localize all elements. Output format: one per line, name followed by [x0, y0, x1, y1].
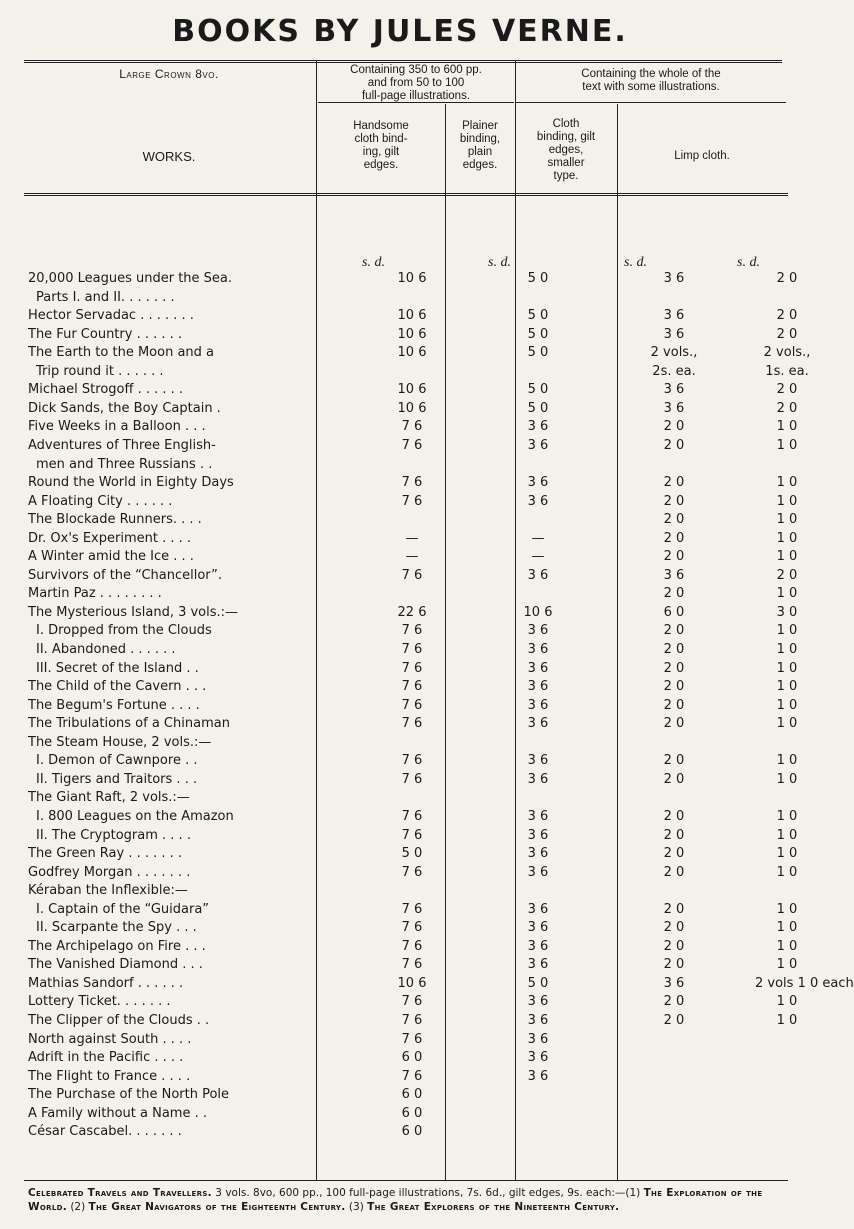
table-row: [28, 1013, 798, 1029]
group2-underline: [516, 102, 786, 103]
price-col2: 3 6: [527, 437, 549, 453]
table-row: [28, 660, 798, 677]
price-col3: 2 0: [663, 493, 685, 509]
price-col3: 2 0: [663, 697, 685, 713]
col3-header: Cloth binding, gilt edges, smaller type.: [536, 118, 596, 182]
book-title: The Giant Raft, 2 vols.:—: [28, 790, 190, 806]
top-rule-2: [24, 62, 782, 63]
book-title: I. Dropped from the Clouds: [36, 623, 212, 639]
table-row: [28, 864, 798, 881]
price-col3: 2 0: [663, 660, 685, 676]
price-col4: 1 0: [776, 493, 798, 509]
price-col2: 3 6: [527, 623, 549, 639]
group1-underline: [318, 102, 514, 103]
table-row: [28, 846, 798, 862]
price-col2: 3 6: [527, 419, 549, 435]
price-col4: 2 0: [776, 326, 798, 342]
large-crown-header: Large Crown 8vo.: [119, 67, 219, 81]
book-title: Parts I. and II. . . . . . .: [36, 289, 175, 305]
price-col4: 1 0: [776, 864, 798, 880]
price-col4: 1 0: [776, 475, 798, 491]
price-col4: 1 0: [776, 808, 798, 824]
book-title: II. Scarpante the Spy . . .: [36, 920, 197, 936]
book-title: Five Weeks in a Balloon . . .: [28, 419, 206, 435]
price-col2: 5 0: [527, 345, 549, 361]
price-col4: 1 0: [776, 994, 798, 1010]
price-col3: 2 0: [663, 437, 685, 453]
table-row: [28, 530, 798, 547]
price-col4: 1 0: [776, 697, 798, 713]
price-col2: 3 6: [527, 827, 549, 843]
units-col2: s. d.: [488, 255, 511, 270]
book-title: The Archipelago on Fire . . .: [28, 938, 206, 954]
price-col4: 1 0: [776, 716, 798, 732]
price-col3: 3 6: [663, 326, 685, 342]
table-row: [28, 642, 798, 658]
price-col4: 2 vols 1 0 each: [755, 975, 854, 991]
price-col3: 2 0: [663, 827, 685, 843]
table-row: [28, 994, 798, 1010]
price-col3: 3 6: [663, 400, 685, 416]
price-col3: 6 0: [663, 604, 685, 620]
table-row: [28, 771, 798, 788]
price-col1: 5 0: [401, 846, 423, 862]
book-title: Mathias Sandorf . . . . . .: [28, 975, 184, 991]
price-col1: 7 6: [401, 1068, 423, 1084]
price-col1: 7 6: [401, 716, 423, 732]
price-col3: 2 0: [663, 771, 685, 787]
book-title: Trip round it . . . . . .: [36, 363, 164, 379]
price-col1: 7 6: [401, 642, 423, 657]
price-col4: 1 0: [776, 957, 798, 973]
price-col1: 7 6: [401, 475, 423, 491]
price-col1: 7 6: [401, 679, 423, 695]
book-title: Godfrey Morgan . . . . . . .: [28, 864, 191, 880]
book-title: The Fur Country . . . . . .: [28, 326, 183, 342]
price-col2: 3 6: [527, 864, 549, 880]
table-row: [28, 808, 798, 825]
book-title: 20,000 Leagues under the Sea.: [28, 271, 233, 286]
price-col1: 7 6: [401, 623, 423, 639]
book-title: The Blockade Runners. . . .: [28, 512, 202, 528]
price-col4: 1 0: [776, 901, 798, 917]
book-title: III. Secret of the Island . .: [36, 660, 199, 676]
price-col4: 2 0: [776, 400, 798, 416]
price-col1: 7 6: [401, 1013, 423, 1028]
price-col2: 3 6: [527, 938, 549, 954]
table-bottom-rule: [24, 1180, 788, 1181]
price-col3: 2 0: [663, 716, 685, 732]
price-col4: 1 0: [776, 549, 798, 565]
units-col4: s. d.: [737, 255, 760, 270]
table-row: [28, 975, 854, 992]
price-col3: 2 0: [663, 679, 685, 695]
price-col2: 3 6: [527, 660, 549, 676]
price-col2: 3 6: [527, 808, 549, 824]
price-col3: 3 6: [663, 975, 685, 991]
book-title: Lottery Ticket. . . . . . .: [28, 994, 171, 1010]
footnote-title-2: The Great Navigators of the Eighteenth Century.: [88, 1201, 346, 1213]
book-title: Adrift in the Pacific . . . .: [28, 1050, 184, 1066]
table-row: [28, 493, 798, 510]
price-col2: 3 6: [527, 679, 549, 695]
price-col1: 7 6: [401, 938, 423, 954]
book-title: men and Three Russians . .: [36, 456, 213, 472]
price-col4: 1 0: [776, 827, 798, 843]
book-title: Dr. Ox's Experiment . . . .: [28, 530, 192, 546]
table-row: [28, 827, 798, 844]
table-row: [28, 549, 798, 565]
book-title: The Tribulations of a Chinaman: [28, 716, 230, 732]
price-col2: 10 6: [523, 604, 553, 620]
price-col1: 7 6: [401, 437, 423, 453]
price-col4: 1 0: [776, 846, 798, 862]
book-title: The Clipper of the Clouds . .: [28, 1013, 210, 1028]
footnote-lead: Celebrated Travels and Travellers.: [28, 1187, 212, 1199]
price-col2: 5 0: [527, 271, 549, 286]
footnote-title-3: The Great Explorers of the Nineteenth Century.: [367, 1201, 620, 1213]
price-col4: 1 0: [776, 679, 798, 695]
units-col1: s. d.: [362, 255, 385, 270]
book-title: Martin Paz . . . . . . . .: [28, 586, 162, 602]
book-title: The Steam House, 2 vols.:—: [28, 734, 212, 750]
price-col1: 10 6: [397, 271, 427, 286]
price-col3: 2 0: [663, 846, 685, 862]
price-col4: 1 0: [776, 938, 798, 954]
book-title: II. Abandoned . . . . . .: [36, 642, 176, 657]
book-title: A Winter amid the Ice . . .: [28, 549, 194, 565]
price-col2: 3 6: [527, 1013, 549, 1028]
price-col2: 3 6: [527, 753, 549, 769]
book-title: A Floating City . . . . . .: [28, 493, 173, 509]
book-title: The Mysterious Island, 3 vols.:—: [28, 604, 239, 620]
table-row: [28, 753, 798, 769]
price-col1: 10 6: [397, 382, 427, 398]
price-col4: 1 0: [776, 586, 798, 602]
table-row: [28, 790, 788, 806]
price-col4: 1 0: [776, 771, 798, 787]
price-col1: 10 6: [397, 326, 427, 342]
table-row: [28, 475, 798, 491]
price-col1: 6 0: [401, 1087, 423, 1103]
book-title: A Family without a Name . .: [28, 1105, 207, 1121]
price-col2: —: [531, 530, 545, 546]
footnote-text-1: 3 vols. 8vo, 600 pp., 100 full-page illustrations, 7s. 6d., gilt edges, 9s. each:—(1): [211, 1187, 644, 1199]
table-row: [28, 716, 798, 732]
price-col2: 5 0: [527, 975, 549, 991]
price-col2: 5 0: [527, 308, 549, 324]
price-col1: 10 6: [397, 975, 427, 991]
table-row: [28, 1087, 788, 1103]
price-col2: 3 6: [527, 1068, 549, 1084]
table-row: [28, 363, 809, 380]
price-col3: 2 0: [663, 938, 685, 954]
table-row: [28, 512, 798, 528]
footnote-text-3: (3): [345, 1201, 368, 1213]
table-row: [28, 1050, 788, 1066]
price-col2: 5 0: [527, 400, 549, 416]
table-row: [28, 382, 798, 398]
table-row: [28, 457, 788, 473]
book-title: The Earth to the Moon and a: [28, 345, 215, 361]
book-title: The Child of the Cavern . . .: [28, 679, 207, 695]
price-col1: 7 6: [401, 419, 423, 435]
book-title: I. Captain of the “Guidara”: [36, 901, 210, 917]
footnote: [28, 1186, 788, 1214]
book-title: I. Demon of Cawnpore . .: [36, 753, 198, 769]
price-col4: 2 vols.,: [763, 345, 811, 361]
price-col4: 1 0: [776, 920, 798, 936]
footnote-text-2: (2): [66, 1201, 89, 1213]
table-row: [28, 901, 798, 918]
table-row: [28, 920, 798, 936]
book-title: North against South . . . .: [28, 1031, 192, 1047]
price-col2: 3 6: [527, 901, 549, 917]
price-col3: 3 6: [663, 567, 685, 583]
price-col3: 2 0: [663, 475, 685, 491]
price-col3: 2 0: [663, 808, 685, 824]
price-col3: 2 0: [663, 530, 685, 546]
price-col3: 2 0: [663, 642, 685, 657]
table-row: [28, 1106, 788, 1122]
price-col4: 1 0: [776, 753, 798, 769]
table-row: [28, 883, 788, 899]
price-col3: 3 6: [663, 308, 685, 324]
price-col2: 3 6: [527, 697, 549, 713]
book-title: The Flight to France . . . .: [28, 1068, 191, 1084]
price-col2: 3 6: [527, 1031, 549, 1047]
book-title: The Begum's Fortune . . . .: [28, 697, 200, 713]
price-col2: —: [531, 549, 545, 565]
price-col2: 3 6: [527, 920, 549, 936]
book-title: II. The Cryptogram . . . .: [36, 827, 191, 843]
col1-header: Handsome cloth bind- ing, gilt edges.: [353, 120, 409, 171]
price-col4: 2 0: [776, 271, 798, 286]
price-col1: 6 0: [401, 1105, 423, 1121]
price-col1: 7 6: [401, 567, 423, 583]
book-title: Survivors of the “Chancellor”.: [28, 567, 223, 583]
book-title: I. 800 Leagues on the Amazon: [36, 808, 234, 824]
price-col2: 5 0: [527, 326, 549, 342]
book-title: The Green Ray . . . . . . .: [28, 846, 183, 862]
group1-header: Containing 350 to 600 pp. and from 50 to 100 full-page illustrations.: [350, 64, 482, 102]
price-col3: 3 6: [663, 382, 685, 398]
book-title: Round the World in Eighty Days: [28, 475, 234, 491]
table-row: [28, 400, 798, 417]
price-col3: 2 0: [663, 549, 685, 565]
price-col3: 2 0: [663, 864, 685, 880]
price-col4: 2 0: [776, 567, 798, 583]
price-col4: 3 0: [776, 604, 798, 620]
table-row: [28, 1124, 788, 1140]
price-col4: 2 0: [776, 308, 798, 324]
price-col2: 5 0: [527, 382, 549, 398]
price-col4: 1 0: [776, 642, 798, 657]
table-row: [28, 679, 798, 695]
price-col4: 1 0: [776, 530, 798, 546]
book-title: Kéraban the Inflexible:—: [28, 883, 188, 899]
price-col4: 1 0: [776, 512, 798, 528]
price-col2: 3 6: [527, 642, 549, 657]
price-col1: 7 6: [401, 827, 423, 843]
table-row: [28, 271, 798, 287]
price-col2: 3 6: [527, 994, 549, 1010]
book-title: Dick Sands, the Boy Captain .: [28, 400, 221, 416]
price-col1: 10 6: [397, 400, 427, 416]
price-col1: 7 6: [401, 697, 423, 713]
price-col3: 2 0: [663, 901, 685, 917]
col2-header: Plainer binding, plain edges.: [459, 120, 501, 171]
price-col2: 3 6: [527, 771, 549, 787]
price-col3: 2 0: [663, 419, 685, 435]
price-col2: 3 6: [527, 846, 549, 862]
top-rule: [24, 60, 782, 61]
price-col3: 2 0: [663, 623, 685, 639]
price-col3: 2 0: [663, 512, 685, 528]
price-col3: 2 0: [663, 586, 685, 602]
price-col1: 7 6: [401, 957, 423, 973]
price-col1: 22 6: [397, 604, 427, 620]
col4-header: Limp cloth.: [674, 150, 730, 162]
price-col1: 7 6: [401, 1031, 423, 1047]
table-row: [28, 957, 798, 973]
price-col3: 2s. ea.: [652, 363, 696, 379]
works-header: WORKS.: [142, 149, 196, 164]
price-col2: 3 6: [527, 1050, 549, 1066]
price-col1: 7 6: [401, 994, 423, 1010]
book-title: II. Tigers and Traitors . . .: [36, 771, 198, 787]
price-col2: 3 6: [527, 475, 549, 491]
header-bottom-rule-2: [24, 195, 788, 196]
table-row: [28, 604, 798, 621]
group2-header: Containing the whole of the text with some illustrations.: [581, 68, 721, 93]
table-row: [28, 586, 798, 602]
page-title: BOOKS BY JULES VERNE.: [172, 14, 628, 49]
book-title: Adventures of Three English-: [28, 437, 216, 453]
table-row: [28, 567, 798, 584]
price-col4: 1 0: [776, 660, 798, 676]
price-col3: 2 0: [663, 957, 685, 973]
price-col3: 2 vols.,: [650, 345, 698, 361]
units-col3: s. d.: [624, 255, 647, 270]
table-row: [28, 623, 798, 639]
table-row: [28, 308, 798, 324]
book-title: The Vanished Diamond . . .: [28, 957, 203, 973]
table-row: [28, 1069, 788, 1085]
footnote-title-1: The Exploration of the World.: [28, 1187, 763, 1213]
price-col3: 2 0: [663, 1013, 685, 1028]
price-col2: 3 6: [527, 716, 549, 732]
table-row: [28, 326, 798, 343]
book-title: The Purchase of the North Pole: [28, 1087, 230, 1103]
price-col4: 2 0: [776, 382, 798, 398]
price-col1: 7 6: [401, 864, 423, 880]
price-col1: 7 6: [401, 753, 423, 769]
price-col1: —: [405, 549, 419, 565]
table-row: [28, 1032, 788, 1048]
price-col3: 2 0: [663, 920, 685, 936]
table-row: [28, 437, 798, 454]
table-row: [28, 735, 788, 751]
price-col1: 7 6: [401, 901, 423, 917]
book-title: Michael Strogoff . . . . . .: [28, 382, 184, 398]
price-col1: 7 6: [401, 660, 423, 676]
price-col1: 10 6: [397, 308, 427, 324]
price-col4: 1 0: [776, 419, 798, 435]
price-col1: 6 0: [401, 1050, 423, 1066]
price-col4: 1s. ea.: [765, 363, 809, 379]
table-row: [28, 697, 798, 714]
price-col1: 7 6: [401, 493, 423, 509]
table-row: [28, 938, 798, 955]
price-col1: 6 0: [401, 1124, 423, 1140]
price-col2: 3 6: [527, 493, 549, 509]
table-row: [28, 419, 798, 435]
price-col1: 10 6: [397, 345, 427, 361]
price-col4: 1 0: [776, 437, 798, 453]
table-row: [28, 290, 788, 306]
price-col4: 1 0: [776, 623, 798, 639]
price-col2: 3 6: [527, 957, 549, 973]
price-col3: 2 0: [663, 753, 685, 769]
book-title: Hector Servadac . . . . . . .: [28, 308, 194, 324]
price-col1: 7 6: [401, 920, 423, 936]
price-col1: 7 6: [401, 771, 423, 787]
price-col4: 1 0: [776, 1013, 798, 1028]
price-col1: 7 6: [401, 808, 423, 824]
header-bottom-rule: [24, 193, 788, 194]
book-title: César Cascabel. . . . . . .: [28, 1124, 182, 1140]
price-col3: 3 6: [663, 271, 685, 286]
price-col1: —: [405, 530, 419, 546]
table-row: [28, 345, 811, 361]
price-col3: 2 0: [663, 994, 685, 1010]
price-col2: 3 6: [527, 567, 549, 583]
